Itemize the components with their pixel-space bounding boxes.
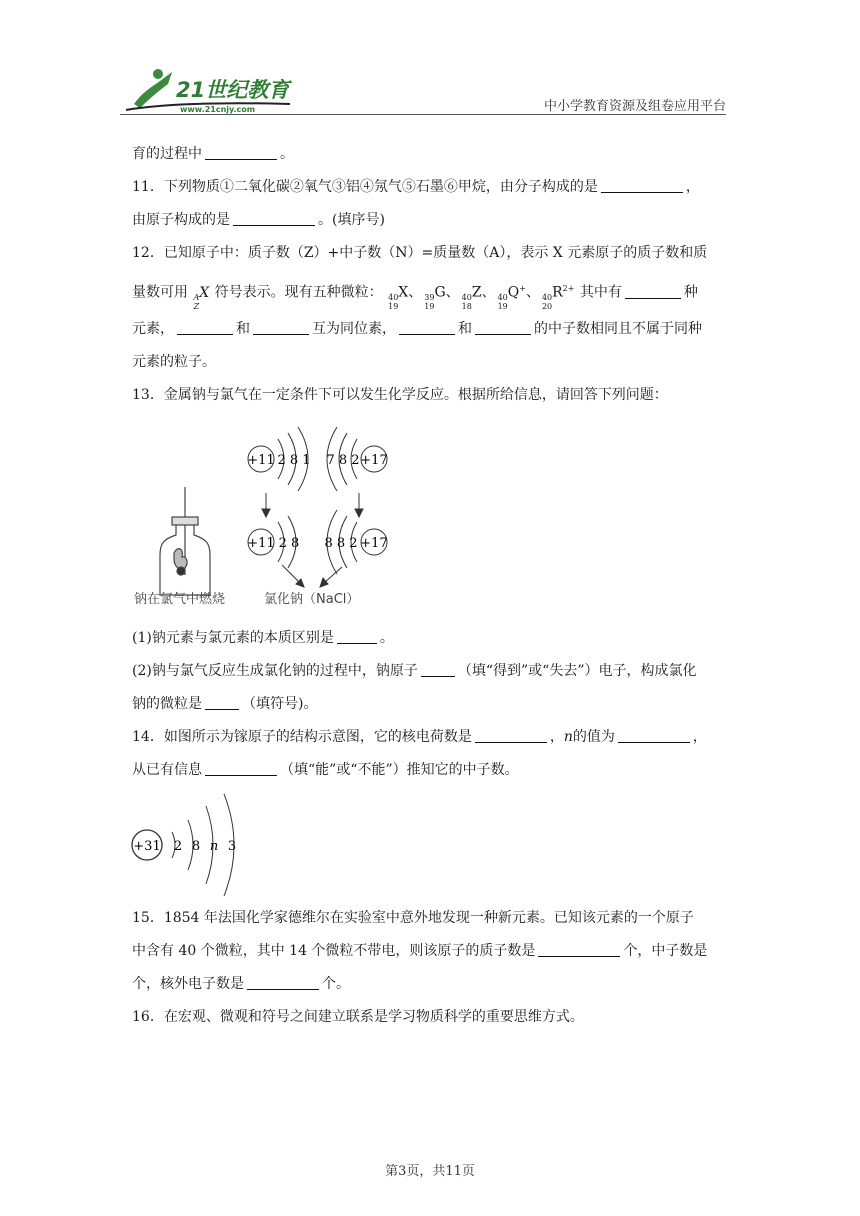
logo	[120, 64, 320, 116]
answer-blank[interactable]	[475, 726, 547, 743]
svg-text:n: n	[209, 839, 219, 854]
logo-url: www.21cnjy.com	[180, 105, 256, 114]
q13-s1-end: 。	[379, 630, 394, 646]
answer-blank[interactable]	[625, 282, 681, 299]
svg-text:8 8 2: 8 8 2	[324, 536, 358, 551]
q15-q16	[132, 904, 732, 1032]
q14-line1	[132, 723, 732, 752]
q15-text3: 个，核外电子数是	[132, 976, 244, 992]
cl-ion-diagram	[324, 510, 387, 574]
svg-text:+17: +17	[360, 536, 388, 551]
q14-comma: ，	[549, 729, 564, 745]
q14-text3: 从已有信息	[132, 762, 202, 778]
q13-s2-text3: 钠的微粒是	[132, 696, 202, 712]
answer-blank[interactable]	[337, 627, 377, 644]
particle-list	[387, 284, 575, 311]
svg-text:7 8 2: 7 8 2	[326, 453, 360, 468]
arrow-icons	[262, 493, 363, 517]
q11-end: 。(填序号)	[318, 212, 385, 228]
merge-arrow-icons	[282, 565, 342, 587]
page-footer: 第3页，共11页	[385, 1164, 475, 1179]
q13-s2-text: (2)钠与氯气反应生成氯化钠的过程中，钠原子	[132, 663, 418, 679]
q14-line2	[132, 756, 732, 785]
page-header	[120, 64, 726, 118]
q13-s2-text2: （填“得到”或“失去”）电子，构成氯化	[457, 663, 697, 679]
q15-text: 中含有 40 个微粒，其中 14 个微粒不带电，则该原子的质子数是	[132, 943, 536, 959]
particle-z: 40 18 Z、	[461, 284, 496, 311]
q16-line1: 16．在宏观、微观和符号之间建立联系是学习物质科学的重要思维方式。	[132, 1009, 584, 1025]
q13-sub2-line2	[132, 690, 732, 719]
answer-blank[interactable]	[205, 143, 277, 160]
q14-var-n: n	[563, 729, 573, 745]
answer-blank[interactable]	[399, 318, 455, 335]
azx-notation: A Z X	[193, 284, 210, 311]
q11-line2	[132, 206, 732, 235]
particle-g: 39 19 G、	[424, 284, 460, 311]
q12-text5: 元素，	[132, 320, 174, 337]
svg-text:8: 8	[191, 839, 201, 854]
sodium-chlorine-reaction-figure	[128, 425, 388, 615]
q13-stem: 13．金属钠与氯气在一定条件下可以发生化学反应。根据所给信息，请回答下列问题：	[132, 386, 668, 403]
q12-line4: 元素的粒子。	[132, 353, 216, 370]
svg-text:2 8 1: 2 8 1	[277, 453, 311, 468]
q13-s2-end: （填符号)。	[242, 696, 318, 712]
answer-blank[interactable]	[421, 660, 455, 677]
svg-text:+31: +31	[133, 839, 161, 854]
q12-text3: 其中有	[579, 284, 622, 301]
answer-blank[interactable]	[538, 940, 620, 957]
q12-text2: 符号表示。现有五种微粒：	[214, 284, 383, 301]
answer-blank[interactable]	[205, 759, 277, 776]
svg-text:3: 3	[227, 839, 237, 854]
answer-blank[interactable]	[177, 318, 233, 335]
caption-left: 钠在氯气中燃烧	[134, 592, 226, 607]
q13-sub2	[132, 657, 732, 686]
q15-line3	[132, 970, 732, 999]
q11-text: 11．下列物质①二氧化碳②氧气③铝④氖气⑤石墨⑥甲烷，由分子构成的是	[132, 179, 598, 195]
answer-blank[interactable]	[253, 318, 309, 335]
platform-name: 中小学教育资源及组卷应用平台	[543, 99, 726, 114]
q13-s1-text: (1)钠元素与氯元素的本质区别是	[132, 630, 334, 646]
q10-end: 。	[280, 146, 294, 162]
cl-atom-diagram	[326, 427, 387, 491]
answer-blank[interactable]	[247, 973, 319, 990]
q14-text: 14．如图所示为镓原子的结构示意图，它的核电荷数是	[132, 729, 472, 745]
answer-blank[interactable]	[475, 318, 531, 335]
q13-subquestions	[132, 624, 732, 785]
header-divider	[120, 114, 726, 115]
q10-text: 育的过程中	[132, 146, 202, 162]
q10-tail	[132, 140, 732, 169]
answer-blank[interactable]	[618, 726, 690, 743]
q12-and1: 和	[236, 320, 250, 337]
q12-text4: 种	[683, 284, 698, 301]
q11-line1	[132, 173, 732, 202]
particle-r: 40 20 $R^{2+}$	[541, 284, 575, 311]
logo-text: 21世纪教育	[176, 78, 290, 102]
q11-comma: ，	[685, 179, 700, 195]
q12-text6: 互为同位素，	[312, 320, 396, 337]
svg-text:2: 2	[173, 839, 183, 854]
gallium-atom-diagram	[126, 790, 256, 900]
answer-blank[interactable]	[205, 693, 239, 710]
question-content	[132, 140, 732, 410]
q14-text2: 的值为	[572, 729, 615, 745]
q15-line1: 15．1854 年法国化学家德维尔在实验室中意外地发现一种新元素。已知该元素的一个原子	[132, 910, 694, 926]
q15-end: 个。	[322, 976, 350, 992]
q12-line2	[132, 274, 732, 311]
na-ion-diagram	[247, 516, 299, 568]
particle-x: 40 19 X、	[388, 284, 423, 311]
q14-comma2: ，	[692, 729, 707, 745]
q12-line1: 12．已知原子中：质子数（Z）+中子数（N）=质量数（A），表示 X 元素原子的质子数和质	[132, 245, 708, 261]
caption-right: 氯化钠（NaCl）	[264, 592, 360, 607]
q15-text2: 个，中子数是	[623, 943, 708, 959]
svg-text:+11: +11	[247, 536, 275, 551]
q12-text: 量数可用	[132, 284, 188, 301]
gas-bottle-icon	[160, 487, 210, 595]
q12-text7: 的中子数相同且不属于同种	[534, 320, 702, 337]
particle-q: 40 19 Q+、	[497, 284, 540, 311]
svg-text:+17: +17	[360, 453, 388, 468]
answer-blank[interactable]	[601, 176, 683, 193]
q15-line2	[132, 937, 732, 966]
q11-text2: 由原子构成的是	[132, 212, 230, 228]
answer-blank[interactable]	[233, 209, 315, 226]
q12-and2: 和	[458, 320, 472, 337]
q14-text4: （填“能”或“不能”）推知它的中子数。	[280, 762, 519, 778]
svg-text:+11: +11	[247, 453, 275, 468]
q13-sub1	[132, 624, 732, 653]
na-atom-diagram	[247, 427, 310, 491]
q12-line3	[132, 315, 732, 344]
svg-text:2 8: 2 8	[278, 536, 300, 551]
runner-logo-icon	[134, 72, 172, 108]
